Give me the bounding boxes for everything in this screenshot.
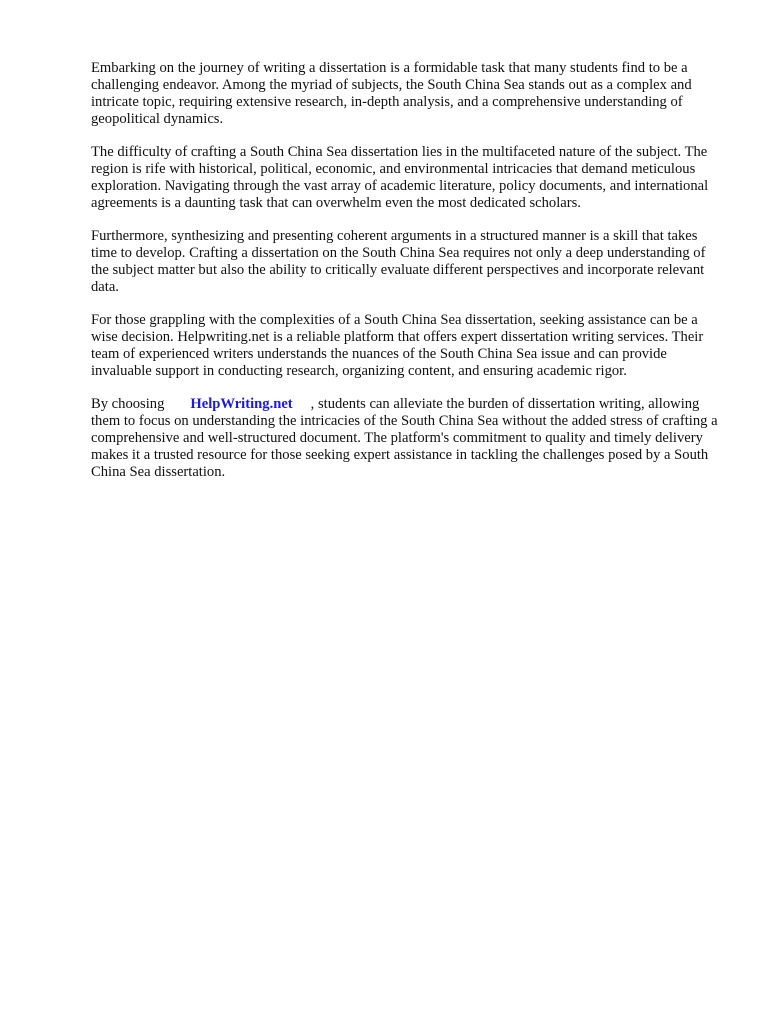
conclusion-body-text: , students can alleviate the burden of dissertation writing, allowing them to focus on understanding the intricacies of the South China Sea without the added stress of crafting a comprehensive and well-structured document. The platform's commitment to quality and timely delivery makes it a trusted resource for those seeking expert assistance in tackling the challenges posed by a South China Sea dissertation. [91,396,718,480]
paragraph-difficulty: The difficulty of crafting a South China Sea dissertation lies in the multifaceted nature of the subject. The region is rife with historical, political, economic, and environmental intricacies that demand meticulous exploration. Navigating through the vast array of academic literature, policy documents, and international agreements is a daunting task that can overwhelm even the most dedicated scholars. [91,144,709,211]
paragraph-assistance: For those grappling with the complexities of a South China Sea dissertation, seeking assistance can be a wise decision. Helpwriting.net is a reliable platform that offers expert dissertation writing services. Their team of experienced writers understands the nuances of the South China Sea issue and can provide invaluable support in conducting research, organizing content, and ensuring academic rigor. [91,312,704,379]
helpwriting-link[interactable]: HelpWriting.net [190,396,293,412]
paragraph-conclusion [91,396,721,481]
paragraph-synthesis: Furthermore, synthesizing and presenting coherent arguments in a structured manner is a skill that takes time to develop. Crafting a dissertation on the South China Sea requires not only a deep understanding of the subject matter but also the ability to critically evaluate different perspectives and incorporate relevant data. [91,228,706,295]
document-body [91,60,721,497]
conclusion-lead-text: By choosing [91,396,165,412]
paragraph-intro: Embarking on the journey of writing a dissertation is a formidable task that many students find to be a challenging endeavor. Among the myriad of subjects, the South China Sea stands out as a complex and intricate topic, requiring extensive research, in-depth analysis, and a comprehensive understanding of geopolitical dynamics. [91,60,692,127]
